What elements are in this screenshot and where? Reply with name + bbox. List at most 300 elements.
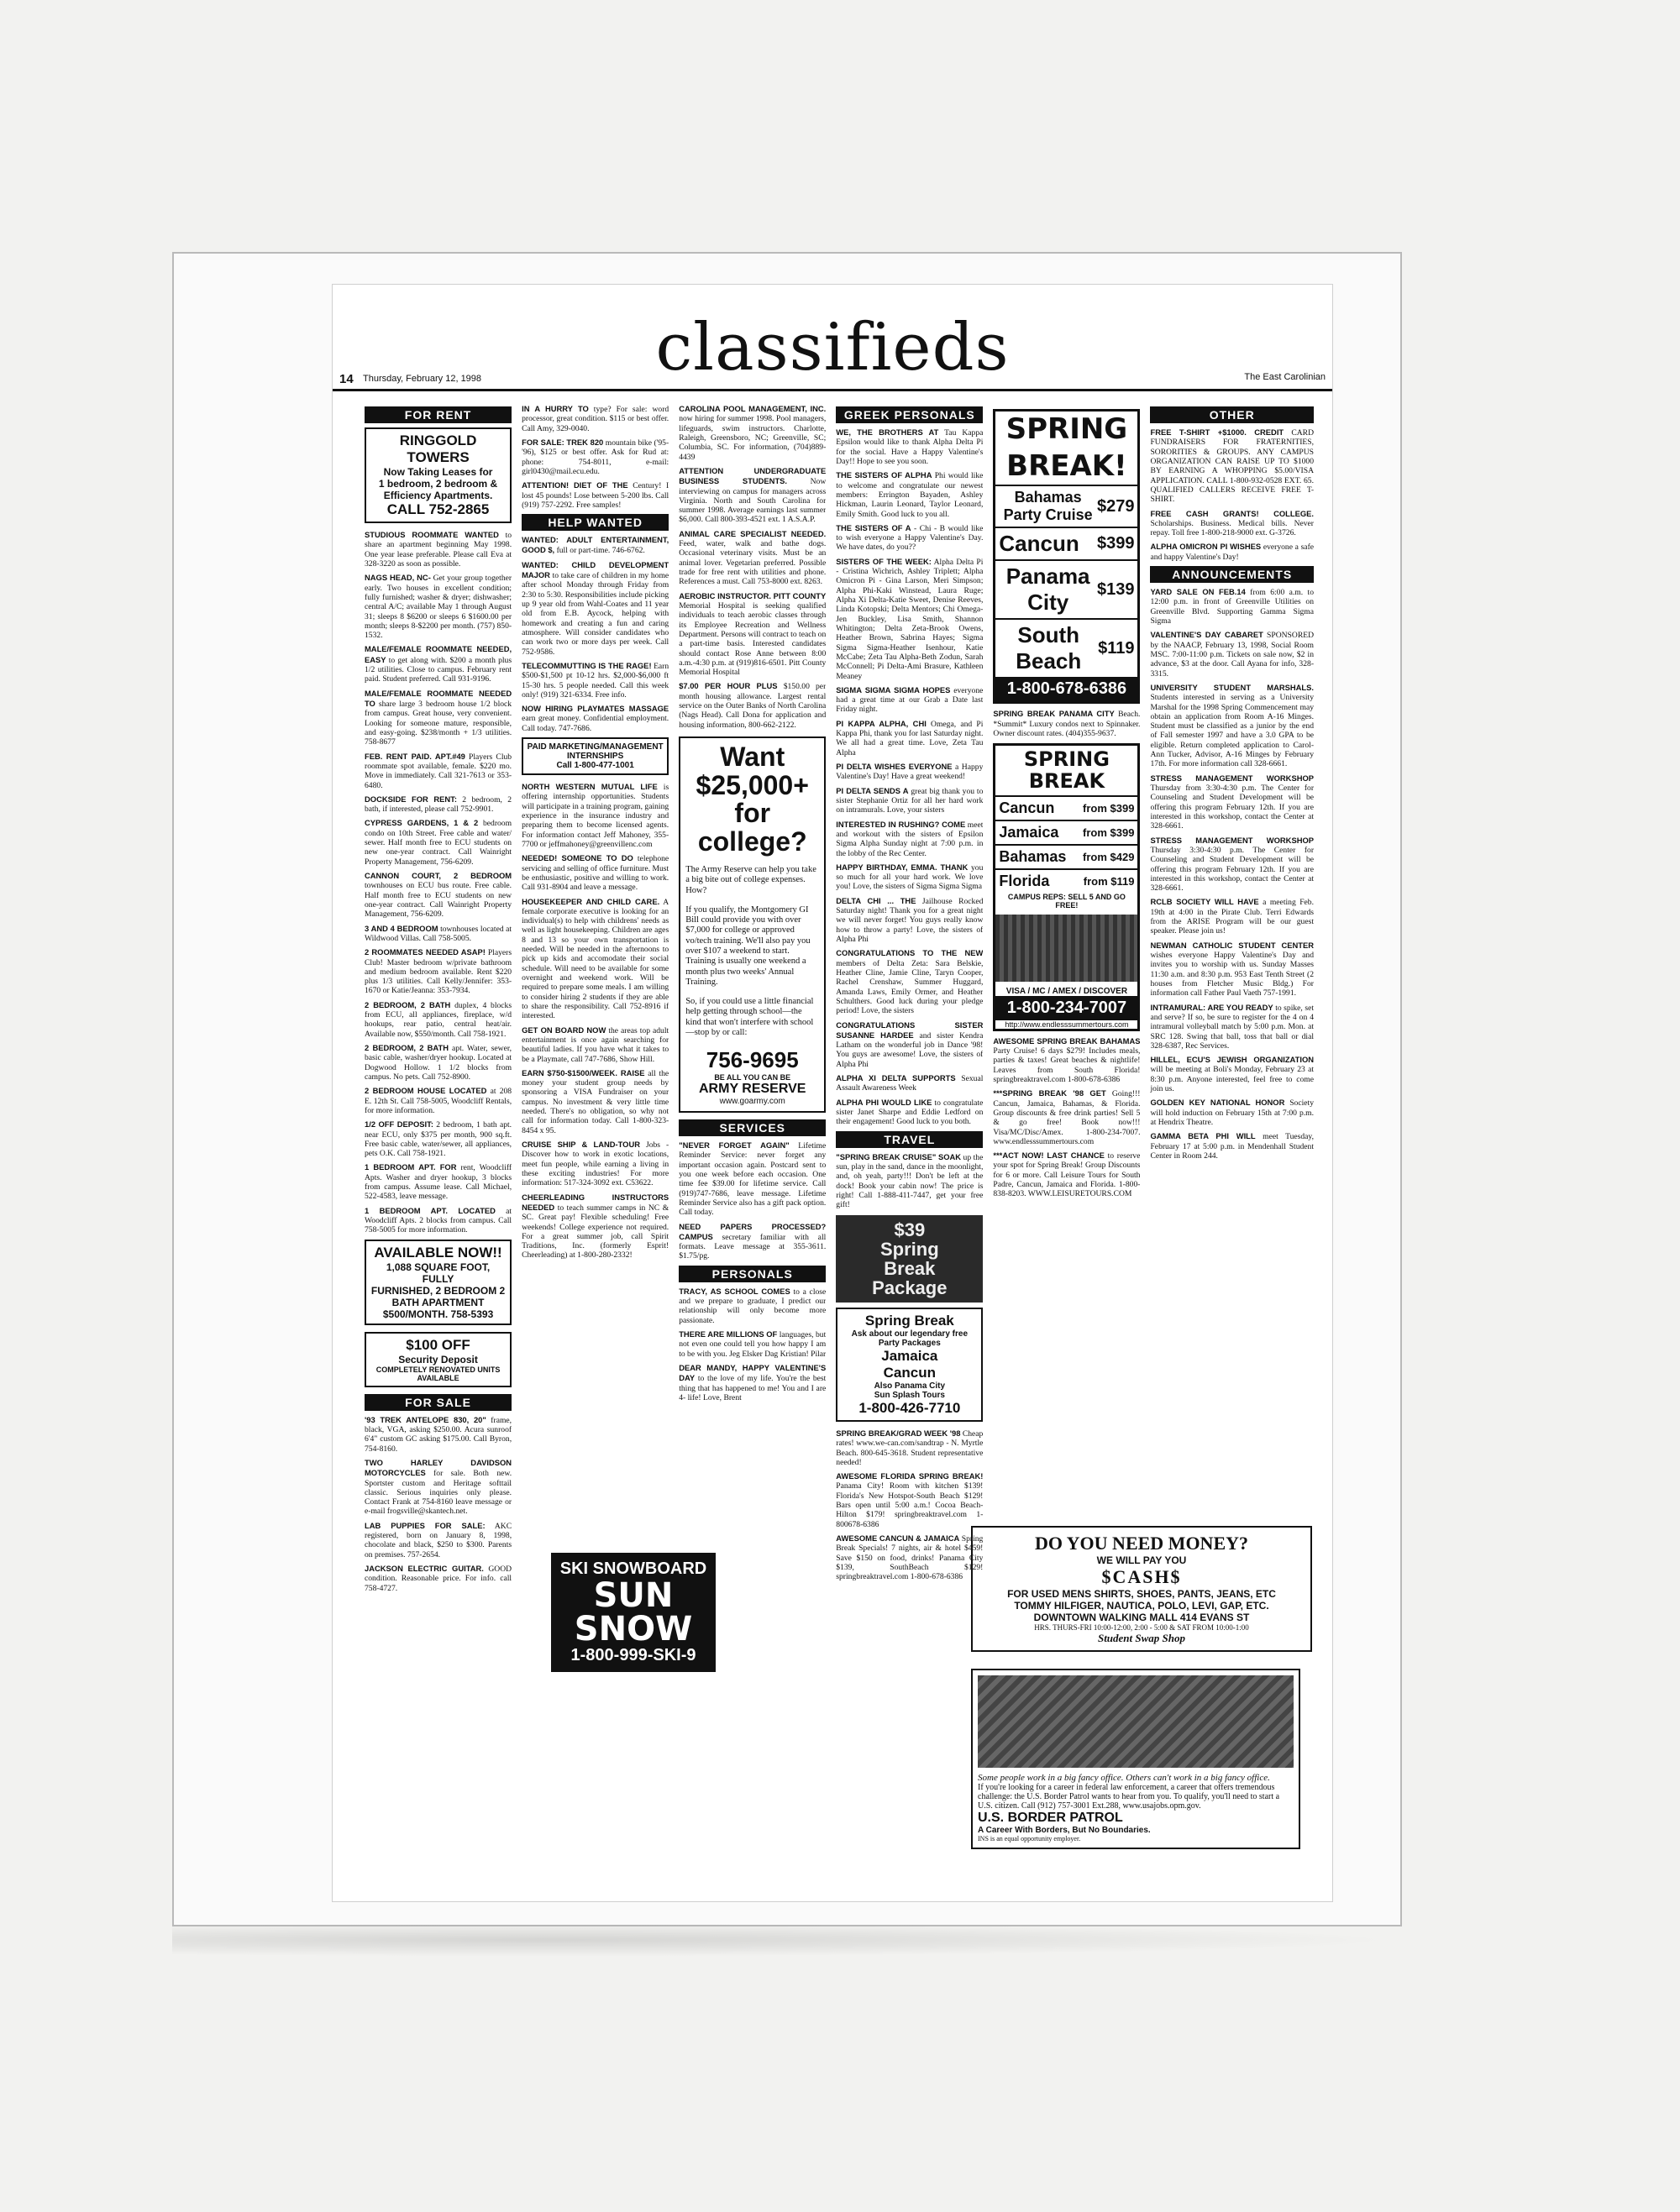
- classified-ad-text: the areas top adult entertainment is once again searching for beautiful ladies. If you have what it takes to be a Playmate, call 747-7686, Show Hill.: [522, 1025, 669, 1064]
- dest-cancun-price: $399: [1096, 534, 1135, 553]
- classified-ad-text: frame, black, VGA, asking $250.00. Acura sunroof 6'4" custom GC asking $175.00. Call Byron, 754-8160.: [365, 1415, 512, 1454]
- classified-ad-text: mountain bike ('95-'96), $125 or best offer. Ask for Rud at: phone: 754-8011, e-mail: girl0430@mail.ecu.edu.: [522, 438, 669, 476]
- classified-ad-text: bedroom condo on 10th Street. Free cable and water/ sewer. Half month free to ECU students on new one-year contract. Call Wainright Property Management, 756-6209.: [365, 819, 512, 867]
- classified-ad: [836, 896, 983, 945]
- classified-ad-lead: INTRAMURAL: ARE YOU READY: [1150, 1002, 1273, 1012]
- border-body: If you're looking for a career in federal law enforcement, a career that offers tremendous challenge: the U.S. Border Patrol wants to hear from you. To qualify, you'll need to start a U.S. citizen. Call (912) 757-3001 Ext.288, www.usajobs.opm.gov.: [978, 1783, 1280, 1811]
- rent-ads: [365, 530, 512, 1235]
- classified-ad: [365, 752, 512, 790]
- dest-cancun-name: Cancun: [999, 531, 1079, 557]
- army-tag: BE ALL YOU CAN BE: [714, 1073, 791, 1082]
- sb2-url: http://www.endlesssummertours.com: [1005, 1020, 1129, 1029]
- classified-ad-lead: AWESOME FLORIDA SPRING BREAK!: [836, 1471, 984, 1481]
- classified-ad-lead: SISTERS OF THE WEEK:: [836, 556, 932, 566]
- classified-ad: [522, 1025, 669, 1064]
- classified-ad-text: at 208 E. 12th St. Call 758-5005, Woodcliff Rentals, for more information.: [365, 1087, 512, 1115]
- classified-ad-lead: AWESOME CANCUN & JAMAICA: [836, 1533, 960, 1543]
- column-4: [836, 404, 983, 1882]
- classified-ad: [836, 719, 983, 757]
- classified-ad-text: Scholarships. Business. Medical bills. Never repay. Toll free 1-800-218-9000 ext. G-3726.: [1150, 518, 1315, 538]
- sunsplash-line1: Spring Break: [864, 1312, 954, 1329]
- money-line3: DOWNTOWN WALKING MALL 414 EVANS ST: [1033, 1612, 1250, 1623]
- classified-ad-lead: LAB PUPPIES FOR SALE:: [365, 1520, 486, 1530]
- army-want: Want: [720, 742, 785, 772]
- header-other: OTHER: [1150, 406, 1314, 423]
- sunsplash-line6: Sun Splash Tours: [874, 1390, 945, 1400]
- endless-summer-ad: [993, 743, 1140, 1030]
- classified-ad-text: Jailhouse Rocked Saturday night! Thank you for a great night we will never forget! You guys really know how to throw a party! Love, the sisters of Alpha Phi: [836, 896, 984, 944]
- page-number: 14: [339, 372, 354, 386]
- money-shop-name: Student Swap Shop: [1097, 1632, 1186, 1644]
- classified-ad-lead: RCLB SOCIETY WILL HAVE: [1150, 897, 1259, 907]
- classified-ad: [993, 709, 1140, 738]
- classified-ad-text: Alpha Delta Pi - Cristina Wichrich, Ashley Triplett; Alpha Omicron Pi - Gina Larson, Meri Simpson; Alpha Phi-Kaki Winstead, Laura Ruge; Alpha Xi Delta-Katie Sweet, Denise Reeves, Linda Kotopski; Delta Mentors; Chi Omega-Jen Buckley, Lisa Smith, Shannon Whitington; Delta Zeta-Brook Owens, Heather Brown, Sabrina Hayes; Sigma Sigma Sigma-Heather Isenhour, Katie McCabe; Zeta Tau Alpha-Beth Zodun, Sarah McConnell; Pi Delta-Ami Brasure, Kathleen Meaney: [836, 557, 984, 681]
- classified-ad-lead: 3 AND 4 BEDROOM: [365, 923, 438, 933]
- classified-ad-text: Sexual Assault Awareness Week: [836, 1074, 984, 1093]
- classified-ad-lead: WANTED: CHILD DEVELOPMENT MAJOR: [522, 559, 669, 580]
- greek-ads: [836, 427, 983, 1127]
- deposit-line3: COMPLETELY RENOVATED UNITS AVAILABLE: [375, 1365, 501, 1382]
- classified-ad-text: AKC registered, born on January 8, 1998, chocolate and black, $250 to $300. Parents on premises. 757-2654.: [365, 1521, 512, 1559]
- classified-ad-lead: SPRING BREAK PANAMA CITY: [993, 709, 1115, 719]
- classified-ad-text: to share an apartment beginning May 1998. One year lease preferable. Please call Eva at 328-3220 as soon as possible.: [365, 531, 512, 569]
- classified-ad-lead: 1/2 OFF DEPOSIT:: [365, 1119, 433, 1130]
- classified-ad-text: Thursday 3:30-4:30 p.m. The Center for Counseling and Student Development will be offering this program February 12th. If you are interested in this workshop, contact the Center at 328-6661.: [1150, 845, 1315, 894]
- classified-ad: [522, 1140, 669, 1188]
- classified-ad-text: Panama City! Room with kitchen $139! Florida's New Hotspot-South Beach $129! Bars open until 5:00 a.m.! Cocoa Beach-Hilton $179! springbreaktravel.com 1-800678-6386: [836, 1481, 984, 1529]
- ringgold-line1: Now Taking Leases for: [383, 466, 493, 478]
- header-announcements: ANNOUNCEMENTS: [1150, 566, 1314, 583]
- classified-ad-lead: CONGRATULATIONS SISTER SUSANNE HARDEE: [836, 1020, 984, 1040]
- classified-ad: [679, 1287, 826, 1325]
- ski-title: SKI SNOWBOARD: [559, 1559, 707, 1578]
- available-line3: FURNISHED, 2 BEDROOM 2: [370, 1284, 506, 1297]
- border-eeo: INS is an equal opportunity employer.: [978, 1835, 1081, 1842]
- classified-ad: [365, 1043, 512, 1082]
- help-ads-2: [522, 782, 669, 1261]
- classified-ad: [679, 1363, 826, 1402]
- travel-ads-2: [836, 1428, 983, 1582]
- available-line2: 1,088 SQUARE FOOT, FULLY: [386, 1261, 491, 1285]
- sb2-r4: Florida: [999, 872, 1050, 889]
- classified-ad-text: Players Club roommate spot available, female. $220 mo. Move in immediately. Call 321-7613 or 353-6480.: [365, 752, 512, 790]
- classified-ad-lead: NEED PAPERS PROCESSED? CAMPUS: [679, 1221, 827, 1241]
- classified-ad: [522, 480, 669, 510]
- dest-cancun: [995, 527, 1137, 559]
- classified-ad: [365, 1119, 512, 1158]
- army-url: www.goarmy.com: [719, 1097, 785, 1106]
- classified-ad: [1150, 630, 1314, 679]
- classified-ad-text: Going!!! Cancun, Jamaica, Bahamas, & Florida. Group discounts & free drink parties! Sell 5 & go free! Book now!!! Visa/MC/Disc/Amex. 1-800-234-7007. www.endlesssummertours.com: [993, 1089, 1141, 1146]
- classified-ad-lead: NOW HIRING PLAYMATES MASSAGE: [522, 704, 669, 714]
- classified-ad-text: Memorial Hospital is seeking qualified individuals to teach aerobic classes through its Employee Recreation and Wellness Department. Persons will contract to teach on a part-time basis. Interested candidates should contact Rose Anne between 8:00 a.m.-4:30 p.m. at (919)816-6501. Pitt County Memorial Hospital: [679, 600, 827, 678]
- army-college: college?: [697, 826, 807, 857]
- header-services: SERVICES: [679, 1119, 826, 1136]
- crowd-photo: [995, 915, 1137, 982]
- masthead-rule: [333, 389, 1332, 391]
- classified-ad-lead: NAGS HEAD, NC-: [365, 573, 431, 583]
- dest-panama-price: $139: [1096, 579, 1135, 599]
- spring-package-ad: [836, 1215, 983, 1303]
- classified-ad-lead: CYPRESS GARDENS, 1 & 2: [365, 818, 479, 828]
- classified-ad: [679, 404, 826, 462]
- classified-ad-text: telephone servicing and selling of office furniture. Must be enthusiastic, positive and willing to work. Call 931-8904 and leave a message.: [522, 854, 669, 893]
- classified-ad: [836, 1098, 983, 1127]
- issue-date: Thursday, February 12, 1998: [363, 374, 482, 384]
- sunsplash-line4: Cancun: [883, 1364, 936, 1381]
- scan-smudge: [172, 1923, 1399, 1957]
- sunsplash-line5: Also Panama City: [874, 1381, 946, 1391]
- classified-ad-lead: PI DELTA WISHES EVERYONE: [836, 762, 953, 771]
- classified-ad-text: members of Delta Zeta: Sara Belskie, Heather Cline, Jamie Cline, Taryn Cooper, Rachel Crenshaw, Summer Huggard, Amanda Laws, Emily Ormer, and Heather Schulthers. Good luck during your pledge period! Love, the sisters: [836, 958, 984, 1016]
- classified-ad-text: meet and workout with the sisters of Epsilon Sigma Alpha Sunday night at 7:00 p.m. in the lobby of the Rec Center.: [836, 820, 984, 858]
- classified-ad-lead: JACKSON ELECTRIC GUITAR.: [365, 1564, 484, 1573]
- header-greek-personals: GREEK PERSONALS: [836, 406, 983, 423]
- panama-ads: [993, 709, 1140, 738]
- classified-ad-lead: CONGRATULATIONS TO THE NEW: [836, 948, 984, 958]
- classified-ad: [365, 1415, 512, 1454]
- classified-ad: [1150, 1131, 1314, 1161]
- classified-ad-lead: $7.00 PER HOUR PLUS: [679, 681, 778, 691]
- classified-ad-text: all the money your student group needs by sponsoring a VISA Fundraiser on your campus. No investment & very little time needed. There's no obligation, so why not call for information today. Call 1-800-323-8454 x 95.: [522, 1068, 669, 1135]
- classified-ad-lead: STUDIOUS ROOMMATE WANTED: [365, 530, 499, 539]
- dest-southbeach-price: $119: [1098, 638, 1135, 658]
- army-for: for: [734, 798, 771, 829]
- classified-ad-lead: HAPPY BIRTHDAY, EMMA. THANK: [836, 862, 969, 872]
- available-now-ad: [365, 1240, 512, 1325]
- classified-ad: [993, 1088, 1140, 1146]
- classified-ad: [836, 762, 983, 782]
- paid-line3: Call 1-800-477-1001: [556, 761, 634, 771]
- classified-ad: [679, 529, 826, 587]
- classified-ad-lead: DOCKSIDE FOR RENT:: [365, 794, 457, 804]
- classified-ad-text: to a close and we prepare to graduate, I predict our relationship will only become more passionate.: [679, 1287, 827, 1325]
- classified-ad: [365, 1162, 512, 1201]
- classified-ad-text: from 6:00 a.m. to 12:00 p.m. in front of Greenville Utilities on Greenville Blvd. Supporting Gamma Sigma Sigma: [1150, 588, 1315, 626]
- column-1: [365, 404, 512, 1882]
- sb2-r2p: from $399: [1083, 826, 1135, 839]
- announcement-ads: [1150, 587, 1314, 1161]
- classified-ad-text: Spring Break Specials! 7 nights, air & hotel $459! Save $150 on food, drinks! Panama City $139, SouthBeach $129! springbreaktravel.com 1-800-678-6386: [836, 1534, 984, 1582]
- classified-ad-lead: THE SISTERS OF A: [836, 522, 911, 532]
- classified-ad-text: to teach summer camps in NC & SC. Great pay! Flexible scheduling! Free weekends! College experience not required. For a great summer job, call Spirit Traditions, Inc. (formerly Esprit! Cheerleading) at 1-800-280-2332!: [522, 1203, 669, 1261]
- sb2-r1: Cancun: [999, 799, 1055, 816]
- classified-ad: [365, 794, 512, 815]
- spring-title-1: SPRING: [1005, 412, 1128, 446]
- classified-ad: [836, 786, 983, 815]
- classified-ad-lead: THERE ARE MILLIONS OF: [679, 1329, 778, 1339]
- classified-ad-text: now hiring for summer 1998. Pool managers, lifeguards, swim instructors. Charlotte, Raleigh, Greensboro, NC; Greenville, SC; Columbia, SC. For information, (704)889-4439: [679, 414, 827, 462]
- classified-ad-text: up the sun, play in the sand, dance in the moonlight, and, oh yeah, party!!! Don't be left at the dock! Book your cabin now! The price is right! Call 1-888-411-7447, get your free gift!: [836, 1152, 984, 1210]
- classified-ad-lead: MALE/FEMALE ROOMMATE NEEDED, EASY: [365, 644, 512, 664]
- header-for-rent: FOR RENT: [365, 406, 512, 423]
- classified-ad: [836, 1533, 983, 1582]
- sale-ads: [365, 1415, 512, 1593]
- spring-phone: 1-800-678-6386: [995, 677, 1137, 701]
- classified-ad-lead: 2 BEDROOM, 2 BATH: [365, 1043, 449, 1052]
- classified-ad: [836, 1152, 983, 1210]
- classified-ad-lead: AEROBIC INSTRUCTOR. PITT COUNTY: [679, 590, 827, 600]
- classified-ad-text: Now interviewing on campus for managers across Virginia. North and South Carolina for summer 1998. Average earnings last summer $6,000. Call 800-393-4521 ext. 1 A.S.A.P.: [679, 477, 827, 525]
- classified-ad-text: $150.00 per month housing allowance. Largest rental service on the Outer Banks of North Carolina (Nags Head). Call Dona for application and housing information, 800-662-2122.: [679, 682, 827, 730]
- classified-ad-lead: NEWMAN CATHOLIC STUDENT CENTER: [1150, 940, 1315, 950]
- classified-ad: [679, 1222, 826, 1261]
- header-help-wanted: HELP WANTED: [522, 514, 669, 531]
- spring-break-ad: [993, 409, 1140, 704]
- classified-ad-lead: DELTA CHI ... THE: [836, 895, 916, 905]
- sb2-row1: [995, 795, 1137, 820]
- classified-ad: [1150, 897, 1314, 936]
- sunsplash-phone: 1-800-426-7710: [858, 1399, 961, 1416]
- classified-ad-text: CARD FUNDRAISERS FOR FRATERNITIES, SORORITIES & GROUPS. ANY CAMPUS ORGANIZATION CAN RAISE UP TO $1000 BY EARNING A WHOPPING $5.00/VISA APPLICATION. CALL 1-800-932-0528 EXT. 65. QUALIFIED CALLERS RECEIVE FREE T-SHIRT.: [1150, 428, 1315, 505]
- dest-south-beach: [995, 618, 1137, 677]
- sb2-r1p: from $399: [1083, 801, 1135, 815]
- money-line2: TOMMY HILFIGER, NAUTICA, POLO, LEVI, GAP, ETC.: [1014, 1600, 1269, 1612]
- sb2-row4: [995, 868, 1137, 893]
- classified-ad-text: GOOD condition. Reasonable price. For info. call 758-4727.: [365, 1565, 512, 1593]
- classified-ad: [1150, 941, 1314, 999]
- classified-ad-lead: GET ON BOARD NOW: [522, 1025, 606, 1035]
- army-phone: 756-9695: [706, 1047, 799, 1072]
- pkg-line3: Package: [872, 1276, 948, 1298]
- deposit-ad: [365, 1332, 512, 1387]
- classified-ad-lead: ALPHA PHI WOULD LIKE: [836, 1097, 932, 1107]
- classified-ad: [365, 573, 512, 640]
- sb2-r4p: from $119: [1083, 874, 1135, 888]
- classified-ad-lead: SIGMA SIGMA SIGMA HOPES: [836, 684, 951, 695]
- classified-ad-text: Society will hold induction on February 15th at 7:00 p.m. at Hendrix Theatre.: [1150, 1098, 1315, 1127]
- classified-ad-text: meet Tuesday, February 17 at 5:00 p.m. in Mendenhall Student Center in Room 244.: [1150, 1132, 1315, 1161]
- classified-ad-text: full or part-time. 746-6762.: [554, 546, 645, 556]
- classified-ad: [1150, 509, 1314, 538]
- classified-ad-text: type? For sale: word processor, great condition. $115 or best offer. Call Amy, 329-0040.: [522, 405, 669, 433]
- classified-ad: [1150, 587, 1314, 626]
- classified-ad: [836, 820, 983, 858]
- classified-ad-text: to get along with. $200 a month plus 1/2 utilities. Close to campus. February rent paid. Student preferred. Call 931-9196.: [365, 655, 512, 684]
- classified-ad: [836, 557, 983, 681]
- classified-ad-text: Get your group together early. Two houses in excellent condition; fully furnished; washer & dryer; dishwasher; central A/C; available May 1 through August 31; sleeps 8 $6200 or sleeps 6 $1600.00 per month; sleeps 8-$2200 per month. (757) 850-1532.: [365, 574, 512, 641]
- classified-ad-text: duplex, 4 blocks from ECU, all appliances, fireplace, w/d hookups, rear patio, central heat/air. Available now, $550/month. Call 758-1921.: [365, 1000, 512, 1039]
- paid-line2: INTERNSHIPS: [567, 752, 624, 762]
- classified-ad-lead: NORTH WESTERN MUTUAL LIFE: [522, 782, 658, 792]
- money-cash: $CASH$: [1101, 1566, 1182, 1587]
- army-name: ARMY RESERVE: [699, 1082, 806, 1096]
- classified-ad: [365, 530, 512, 569]
- classified-ad-lead: CANNON COURT, 2 BEDROOM: [365, 871, 512, 880]
- classified-ad: [365, 689, 512, 747]
- classified-ad-text: townhouses on ECU bus route. Free cable. Half month free to ECU students on new one-year contract. Call Wainright Property Management, 756-6209.: [365, 881, 512, 920]
- ringgold-ad: [365, 427, 512, 523]
- money-question: DO YOU NEED MONEY?: [1034, 1533, 1249, 1554]
- classified-ad-text: will be meeting at Boli's Monday, February 23 at 8:30 p.m. Anyone interested, feel free to come join us.: [1150, 1065, 1315, 1094]
- classified-ad: [522, 438, 669, 476]
- pkg-line2: Break: [884, 1257, 936, 1279]
- classified-ad-lead: CRUISE SHIP & LAND-TOUR: [522, 1140, 641, 1149]
- classified-ad-text: - Chi - B would like to wish everyone a Happy Valentine's Day. We have dates, do you??: [836, 523, 984, 553]
- section-title: classifieds: [655, 310, 1010, 385]
- border-tagline: A Career With Borders, But No Boundaries.: [978, 1826, 1151, 1835]
- classified-ad: [1150, 773, 1314, 831]
- classified-ad: [522, 560, 669, 657]
- header-personals: PERSONALS: [679, 1266, 826, 1282]
- classified-ad: [365, 1000, 512, 1039]
- classified-ad-text: is offering internship opportunities. Students will participate in a training program, gaining experience in the insurance industry and preparing them to become licensed agents. For information contact Jeff Mahoney, 355-7700 or jeffmahoney@greenvillenc.com: [522, 783, 669, 849]
- classified-ad: [365, 1564, 512, 1593]
- classified-ad-lead: VALENTINE'S DAY CABARET: [1150, 630, 1263, 640]
- classified-ad-lead: MALE/FEMALE ROOMMATE NEEDED TO: [365, 688, 512, 708]
- classified-ad-text: rent, Woodcliff Apts. Washer and dryer hookup, 3 blocks from campus. Assume lease. Call Michael, 522-4583, leave message.: [365, 1163, 512, 1202]
- dest-bahamas-name: Bahamas Party Cruise: [1003, 489, 1093, 524]
- army-body3: So, if you could use a little financial help getting through school—the kind that won't interfere with school—stop by or call:: [685, 997, 814, 1038]
- classified-ad: [365, 1086, 512, 1115]
- pkg-line1: Spring: [879, 1238, 939, 1260]
- classified-ad-lead: 2 ROOMMATES NEEDED ASAP!: [365, 947, 486, 957]
- newspaper-page: [332, 284, 1333, 1902]
- other-ads: [1150, 427, 1314, 562]
- classified-ad: [365, 1458, 512, 1517]
- ringgold-name: RINGGOLD TOWERS: [399, 432, 477, 465]
- army-reserve-ad: [679, 736, 826, 1113]
- classified-ad: [679, 681, 826, 730]
- sb2-row2: [995, 820, 1137, 844]
- travel-ads: [836, 1152, 983, 1210]
- classified-ad-lead: GOLDEN KEY NATIONAL HONOR: [1150, 1098, 1285, 1108]
- classified-ad-lead: TWO HARLEY DAVIDSON MOTORCYCLES: [365, 1457, 512, 1478]
- classified-ad-text: to the love of my life. You're the best thing that has happened to me! You and I are 4- life! Love, Brent: [679, 1374, 827, 1402]
- classified-ad: [836, 685, 983, 715]
- classified-ad-text: apt. Water, sewer, basic cable, washer/dryer hookup. Located at Dogwood Hollow. 1 1/2 blocks from campus. No pets. Call 752-8900.: [365, 1044, 512, 1082]
- classified-ad-lead: TRACY, AS SCHOOL COMES: [679, 1286, 790, 1296]
- classified-ad: [679, 591, 826, 678]
- classified-ad-lead: DEAR MANDY, HAPPY VALENTINE'S DAY: [679, 1362, 827, 1383]
- money-line4: HRS. THURS-FRI 10:00-12:00, 2:00 - 5:00 & SAT FROM 10:00-1:00: [1034, 1623, 1249, 1632]
- border-name: U.S. BORDER PATROL: [978, 1811, 1123, 1825]
- classified-ad-lead: WE, THE BROTHERS AT: [836, 427, 939, 437]
- classified-ad-lead: PI KAPPA ALPHA, CHI: [836, 718, 927, 728]
- classified-ad: [679, 1140, 826, 1218]
- ski-snowboard-ad: [551, 1553, 716, 1672]
- classified-ad: [522, 853, 669, 892]
- classified-ad-lead: HILLEL, ECU'S JEWISH ORGANIZATION: [1150, 1055, 1315, 1065]
- classified-ad: [836, 862, 983, 892]
- classified-ad-text: wishes everyone Happy Valentine's Day and invites you to worship with us. Sunday Masses 11:30 a.m. and 8:30 p.m. 953 East Tenth Street (2 houses from Fletcher Music Bldg.) For information call Father Paul Vaeth 757-1991.: [1150, 951, 1315, 999]
- classified-ad-text: and sister Kendra Latham on the wonderful job in Dance '98! You guys are awesome! Love, the sisters of Alpha Phi: [836, 1030, 984, 1069]
- classified-ad-lead: AWESOME SPRING BREAK BAHAMAS: [993, 1035, 1141, 1046]
- classified-ad-lead: EARN $750-$1500/WEEK. RAISE: [522, 1067, 645, 1077]
- classified-ad-lead: INTERESTED IN RUSHING? COME: [836, 819, 966, 829]
- classified-ad-lead: TELECOMMUTTING IS THE RAGE!: [522, 660, 652, 670]
- classified-ad-text: Omega, and Pi Kappa Phi, thank you for last Saturday night. We all had a great time. Love, Zeta Tau Alpha: [836, 719, 984, 757]
- classified-ad: [836, 1020, 983, 1070]
- money-ad: [971, 1526, 1312, 1652]
- classified-ad-lead: FEB. RENT PAID. APT.#49: [365, 751, 465, 761]
- classified-ad: [365, 644, 512, 684]
- deposit-line2: Security Deposit: [398, 1353, 478, 1365]
- classified-ad: [836, 948, 983, 1015]
- classified-ad-lead: 1 BEDROOM APT. FOR: [365, 1162, 457, 1172]
- classified-ad-text: 2 bedroom, 1 bath apt. near ECU, only $375 per month, 900 sq.ft. Free basic cable, water/sewer, all appliances, pets O.K. Call 758-1921.: [365, 1120, 512, 1159]
- classified-ad: [836, 427, 983, 466]
- available-line5: $500/MONTH. 758-5393: [382, 1308, 494, 1320]
- classified-ad: [993, 1151, 1140, 1199]
- classified-ad-text: Cheap rates! www.we-can.com/sandtrap - N. Myrtle Beach. 800-645-3618. Student representative needed!: [836, 1428, 984, 1467]
- classified-ad: [522, 704, 669, 733]
- classified-ad-text: to reserve your spot for Spring Break! Group Discounts for 6 or more. Call Leisure Tours for South Padre, Cancun, Jamaica and Florida. 1-800-838-8203. WWW.LEISURETOURS.COM: [993, 1151, 1141, 1199]
- sb2-phone: 1-800-234-7007: [995, 996, 1137, 1020]
- classified-ad: [1150, 427, 1314, 505]
- ski-phone: 1-800-999-SKI-9: [570, 1646, 696, 1664]
- services-ads: [679, 1140, 826, 1261]
- classified-ad: [1150, 683, 1314, 769]
- available-line1: AVAILABLE NOW!!: [374, 1244, 502, 1261]
- classified-ad-lead: STRESS MANAGEMENT WORKSHOP: [1150, 773, 1315, 783]
- classified-ad: [365, 924, 512, 944]
- classified-ad: [365, 1206, 512, 1235]
- classified-ad-lead: IN A HURRY TO: [522, 404, 589, 413]
- classified-ad: [836, 1428, 983, 1467]
- classified-ad-text: Jobs - Discover how to work in exotic locations, meet fun people, while earning a living in these exciting industries! For more information: 517-324-3092 ext. C53622.: [522, 1140, 669, 1188]
- classified-ad: [836, 1471, 983, 1529]
- classified-ad: [1150, 836, 1314, 894]
- classified-ad-text: Tau Kappa Epsilon would like to thank Alpha Delta Pi for the social. Have a Happy Valentine's Day!! Hope to see you soon.: [836, 428, 984, 466]
- classified-ad: [836, 470, 983, 519]
- classified-ad-lead: FREE T-SHIRT +$1000. CREDIT: [1150, 427, 1284, 437]
- column-5: [993, 404, 1140, 1882]
- classified-ad-text: Lifetime Reminder Service: never forget any important occasion again. Postcard sent to you one week before each occasion. One time fee $39.00 for lifetime service. Call (919)747-7686, leave message. Lifetime Reminder Service also has a gift pack option. Call today.: [679, 1141, 827, 1218]
- classified-ad-text: to spike, set and serve? If so, be sure to register for the 4 on 4 intramural volleyball match by 5:00 p.m. Mon. at SRC 128. Swing that ball, toss that ball or dial 328-6387, Rec Services.: [1150, 1003, 1315, 1051]
- dest-bahamas: [995, 485, 1137, 527]
- paid-internship-box: [522, 737, 669, 775]
- column-6: [1150, 404, 1314, 1882]
- classified-ad: [522, 661, 669, 700]
- army-body1: The Army Reserve can help you take a big bite out of college expenses. How?: [685, 864, 816, 895]
- classified-ad-lead: ATTENTION! DIET OF THE: [522, 480, 628, 490]
- sunsplash-ad: [836, 1308, 983, 1422]
- classified-ad-lead: FOR SALE: TREK 820: [522, 437, 604, 447]
- classified-ad-lead: WANTED: ADULT ENTERTAINMENT, GOOD $,: [522, 535, 669, 555]
- classified-ad: [365, 818, 512, 867]
- classified-ad-text: everyone a safe and happy Valentine's Day!: [1150, 543, 1315, 562]
- sb2-row3: [995, 844, 1137, 868]
- ski-sun: SUN: [593, 1576, 674, 1615]
- classified-ad: [1150, 1098, 1314, 1127]
- classified-ad-lead: "SPRING BREAK CRUISE" SOAK: [836, 1151, 962, 1161]
- border-photo: [978, 1675, 1294, 1768]
- classified-ad-lead: UNIVERSITY STUDENT MARSHALS.: [1150, 682, 1315, 692]
- classified-ad-text: great big thank you to sister Stephanie Ortiz for all her hard work on intramurals. Love, your sisters: [836, 786, 984, 815]
- classified-ad: [522, 1192, 669, 1261]
- sb2-cards: VISA / MC / AMEX / DISCOVER: [1005, 986, 1128, 996]
- classified-ad: [522, 897, 669, 1021]
- classified-ad-text: Feed, water, walk and bathe dogs. Occasional veterinary visits. Must be an animal lover. Vegetarian preferred. Possible trade for free rent with utilities and phone. References a must. Call 753-8000 ext. 8263.: [679, 539, 827, 587]
- classified-ad-lead: ALPHA OMICRON PI WISHES: [1150, 542, 1262, 552]
- classified-ad-text: earn great money. Confidential employment. Call today. 747-7686.: [522, 714, 669, 733]
- classified-ad-text: to take care of children in my home after school Monday through Friday from 2:30 to 5:30. Responsibilities include picking up 9 year old from Wahl-Coates and 11 year old from E.B. Aycock, helping with homework and creating a fun and caring atmosphere. Will consider candidates who can work two or more days per week. Call 752-9586.: [522, 571, 669, 657]
- ringgold-line2: 1 bedroom, 2 bedroom &: [378, 478, 498, 490]
- classified-ad-text: languages, but not even one could tell you how happy I am to be with you. Jeg Elsker Dag Kristian! Pilar: [679, 1330, 827, 1359]
- classified-ad-text: to congratulate sister Janet Sharpe and Eddie Ledford on their engagement! Good luck to you both.: [836, 1098, 984, 1127]
- classified-ad-text: Century! I lost 45 pounds! Lose between 5-200 lbs. Call (919) 757-2292. Free samples!: [522, 481, 669, 510]
- classified-ad-text: Players Club! Master bedroom w/private bathroom and medium bedroom available. Rent $220 plus 1/3 utilities. Call Kelly/Jennifer: 353-1670 or Katie/Jeanna: 353-7934.: [365, 948, 512, 996]
- classified-ad-lead: SPRING BREAK/GRAD WEEK '98: [836, 1428, 961, 1438]
- classified-ad-text: A female corporate executive is looking for an individual(s) to help with childrens' needs as well as light housekeeping. Children are ages 8 and 13 so your own transportation is needed. Will be needed in the afternoons to pick up kids and accomodate their social schedule. Will need to be available for some overnight and weekend work. Will be required to prepare some meals. I am willing to consider hiring 2 students if they are able to share the responsibility. Call 752-8916 if interested.: [522, 897, 669, 1021]
- classified-ad-text: Phi would like to welcome and congratulate our newest members: Errington Bayaden, Ashley Hickman, Laurin Leonard, Taylor Leonard, Emily Smith. Good luck to you all.: [836, 471, 984, 519]
- header-for-sale: FOR SALE: [365, 1394, 512, 1411]
- help-ads: [522, 535, 669, 733]
- classified-ad: [522, 1068, 669, 1135]
- misc-sale-ads: [522, 404, 669, 510]
- sb2-r3: Bahamas: [999, 847, 1067, 865]
